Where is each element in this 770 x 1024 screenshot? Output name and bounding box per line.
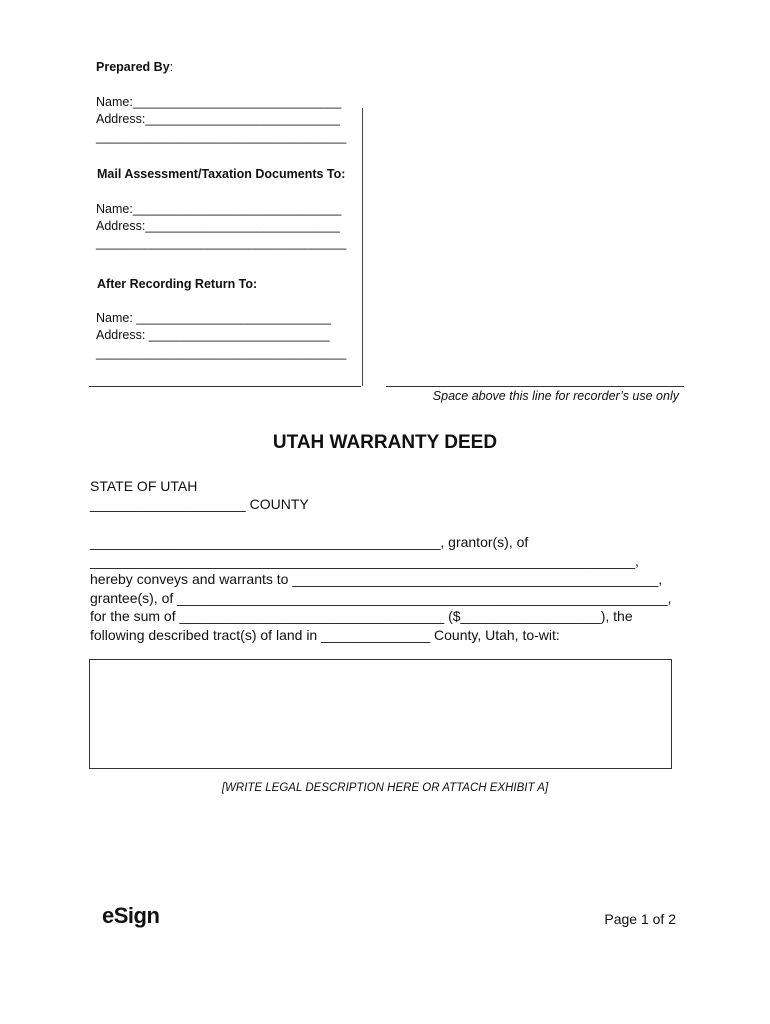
esign-logo: eSign <box>102 903 160 928</box>
legal-description-caption: [WRITE LEGAL DESCRIPTION HERE OR ATTACH EXHIBIT A] <box>221 782 549 794</box>
prepared-by-colon: : <box>169 60 174 74</box>
prepared-by-heading <box>96 60 173 74</box>
body-line-sum[interactable]: for the sum of __________________________________ ($__________________), the <box>90 608 633 624</box>
mail-to-name-field[interactable]: Name:______________________________ <box>96 202 342 216</box>
body-line-tract[interactable]: following described tract(s) of land in ______________ County, Utah, to-wit: <box>90 627 560 643</box>
state-label: STATE OF UTAH <box>90 478 198 494</box>
prepared-by-extra-field[interactable]: ____________________________________ <box>96 130 347 144</box>
recorder-note: Space above this line for recorder’s use only <box>432 389 679 403</box>
county-field[interactable]: ____________________ COUNTY <box>90 496 309 512</box>
prepared-by-label: Prepared By <box>96 60 170 74</box>
page-title: UTAH WARRANTY DEED <box>272 432 498 453</box>
prepared-by-name-field[interactable]: Name:______________________________ <box>96 95 342 109</box>
body-line-grantor-address[interactable]: ______________________________________________________________________, <box>90 553 639 569</box>
body-line-grantee[interactable]: grantee(s), of _______________________________________________________________, <box>90 590 672 606</box>
body-line-grantor[interactable]: _____________________________________________, grantor(s), of <box>90 534 529 550</box>
recorder-line-left <box>89 386 361 387</box>
mail-to-address-field[interactable]: Address:____________________________ <box>96 219 340 233</box>
body-line-conveys[interactable]: hereby conveys and warrants to _______________________________________________, <box>90 571 663 587</box>
mail-to-extra-field[interactable]: ____________________________________ <box>96 236 347 250</box>
return-to-name-field[interactable]: Name: ____________________________ <box>96 311 331 325</box>
recorder-line-right <box>386 386 684 387</box>
prepared-by-address-field[interactable]: Address:____________________________ <box>96 112 340 126</box>
page-number: Page 1 of 2 <box>604 911 676 927</box>
return-to-extra-field[interactable]: ____________________________________ <box>96 346 347 360</box>
header-divider-vertical <box>362 108 363 386</box>
legal-description-box[interactable] <box>89 659 672 769</box>
mail-to-heading: Mail Assessment/Taxation Documents To: <box>97 167 346 181</box>
return-to-address-field[interactable]: Address: __________________________ <box>96 328 330 342</box>
return-to-heading: After Recording Return To: <box>97 277 258 291</box>
